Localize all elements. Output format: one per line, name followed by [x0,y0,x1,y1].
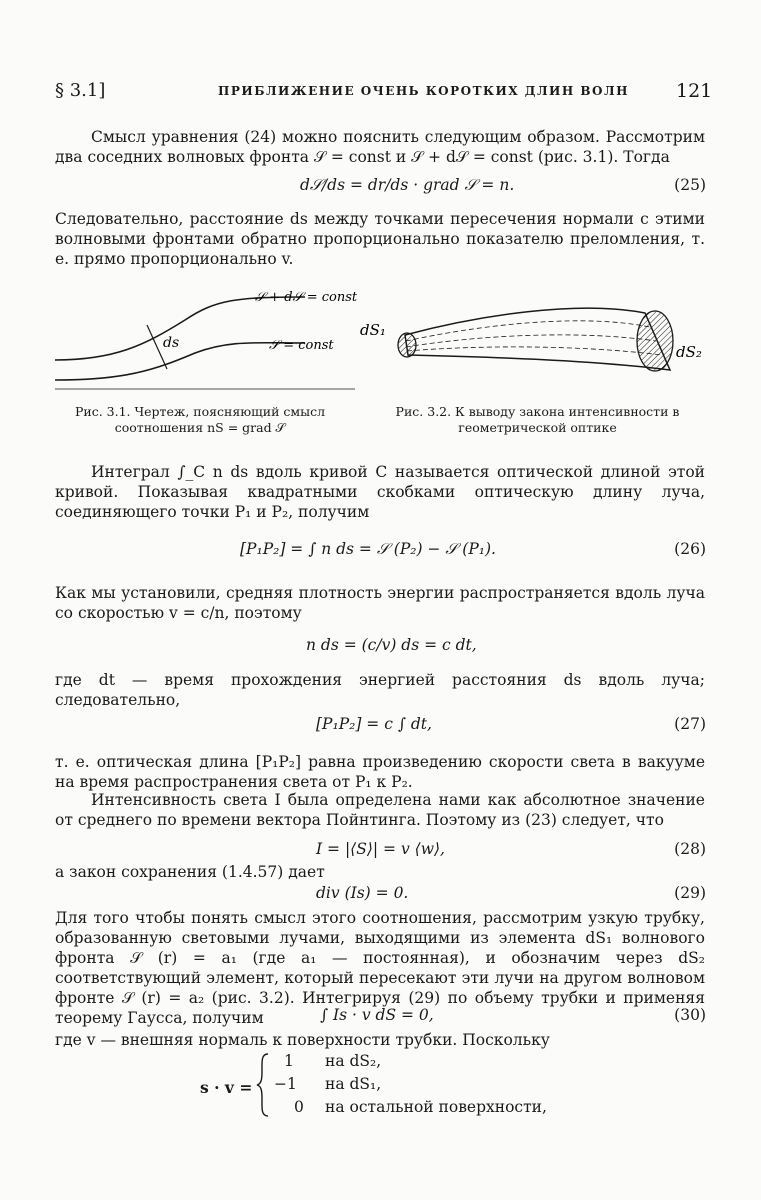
equation-29: div (Is) = 0. [316,884,409,902]
wavefront-bottom-label: 𝒮 = const [269,338,334,353]
figure-3-1 [55,285,375,395]
equation-26: [P₁P₂] = ∫ n ds = 𝒮 (P₂) − 𝒮 (P₁). [240,540,496,558]
paragraph-4: Как мы установили, средняя плотность энергии распространяется вдоль луча со скоростью v = c/n, поэтому [55,584,705,622]
page-number: 121 [676,80,713,102]
equation-25-number: (25) [674,176,706,194]
paragraph-3: Интеграл ∫_C n ds вдоль кривой C называется оптической длиной этой кривой. Показывая квадратными скобками оптическую длину луча, соединяющего точки P₁ и P₂, получим [55,463,705,521]
equation-nds: n ds = (c/v) ds = c dt, [306,636,477,654]
surface-dS2 [637,311,673,371]
equation-30: ∫ Is · v dS = 0, [320,1006,434,1024]
figure-3-2 [360,285,710,395]
figure-3-2-caption: Рис. 3.2. К выводу закона интенсивности в геометрической оптике [395,404,680,435]
dS2-label: dS₂ [676,343,702,361]
paragraph-1: Смысл уравнения (24) можно пояснить следующим образом. Рассмотрим два соседних волновых фронта 𝒮 = const и 𝒮 + d𝒮 = const (рис. 3.1). Тогда [55,128,705,166]
paragraph-5: где dt — время прохождения энергией расстояния ds вдоль луча; следовательно, [55,671,705,709]
ray-line-2 [406,335,656,347]
cases-row-2-value: −1 [274,1075,297,1093]
equation-29-number: (29) [674,884,706,902]
equation-27: [P₁P₂] = c ∫ dt, [316,715,432,733]
ray-line-3 [407,347,662,355]
ray-line-1 [406,321,650,341]
cases-row-1-value: 1 [284,1052,294,1070]
equation-30-number: (30) [674,1006,706,1024]
equation-26-number: (26) [674,540,706,558]
cases-brace [256,1052,270,1118]
figure-3-1-caption: Рис. 3.1. Чертеж, поясняющий смысл соотношения nS = grad 𝒮 [74,404,326,435]
paragraph-8: а закон сохранения (1.4.57) дает [55,863,325,881]
equation-27-number: (27) [674,715,706,733]
paragraph-9: Для того чтобы понять смысл этого соотношения, рассмотрим узкую трубку, образованную световыми лучами, выходящими из элемента dS₁ волнового фронта 𝒮 (r) = a₁ (где a₁ — постоянная), и обозначим через dS₂ соответствующий элемент, который пересекают эти лучи на другом волновом фронте 𝒮 (r) = a₂ (рис. 3.2). Интегрируя (29) по объему трубки и применяя теорему Гаусса, получим [55,909,705,1027]
cases-lhs: s · v = [200,1078,253,1097]
cases-row-3-value: 0 [294,1098,304,1116]
ds-label: ds [163,335,180,351]
wavefront-bottom-curve [55,343,305,380]
cases-row-2-text: на dS₁, [325,1075,382,1093]
paragraph-7: Интенсивность света I была определена нами как абсолютное значение от среднего по времени вектора Пойнтинга. Поэтому из (23) следует, что [55,791,705,829]
dS1-label: dS₁ [360,321,386,339]
equation-25: d𝒮/ds = dr/ds · grad 𝒮 = n. [300,176,515,194]
wavefront-top-label: 𝒮 + d𝒮 = const [255,290,358,305]
equation-28-number: (28) [674,840,706,858]
cases-row-3-text: на остальной поверхности, [325,1098,547,1116]
section-number: § 3.1] [55,80,106,101]
cases-row-1-text: на dS₂, [325,1052,382,1070]
surface-dS1 [398,333,416,357]
running-title: ПРИБЛИЖЕНИЕ ОЧЕНЬ КОРОТКИХ ДЛИН ВОЛН [218,84,629,98]
ray-tube-outline [405,308,670,370]
paragraph-10: где v — внешняя нормаль к поверхности трубки. Поскольку [55,1031,550,1049]
equation-28: I = |⟨S⟩| = v ⟨w⟩, [316,840,445,858]
wavefront-top-curve [55,297,305,360]
paragraph-6: т. е. оптическая длина [P₁P₂] равна произведению скорости света в вакууме на время распространения света от P₁ к P₂. [55,753,705,791]
paragraph-2: Следовательно, расстояние ds между точками пересечения нормали с этими волновыми фронтами обратно пропорционально показателю преломления, т. е. прямо пропорционально v. [55,210,705,268]
